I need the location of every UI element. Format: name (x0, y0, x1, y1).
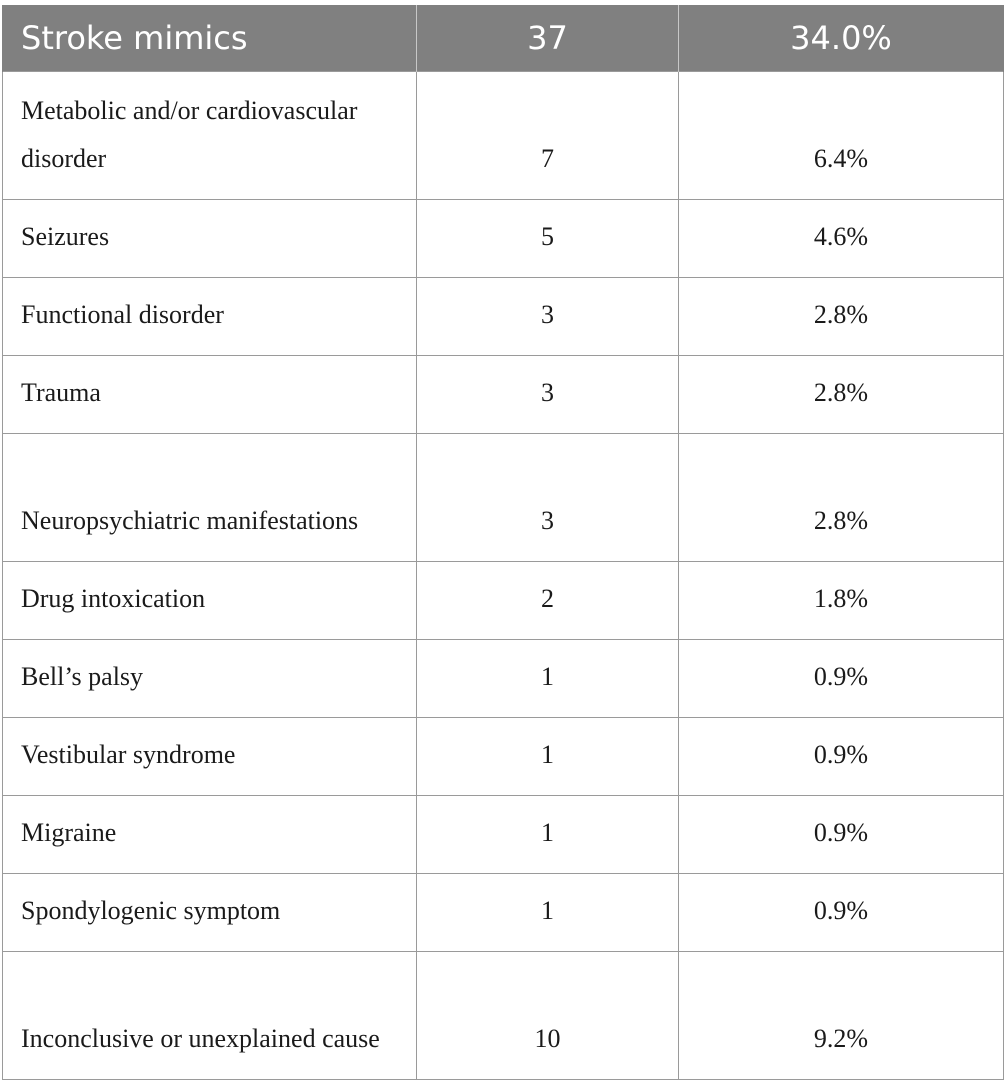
row-name: Drug intoxication (3, 562, 417, 640)
row-name: Migraine (3, 796, 417, 874)
row-percent: 2.8% (679, 434, 1004, 562)
row-count: 10 (417, 952, 679, 1080)
header-count: 37 (417, 5, 679, 72)
row-percent: 4.6% (679, 200, 1004, 278)
row-percent: 6.4% (679, 72, 1004, 200)
row-count: 2 (417, 562, 679, 640)
row-percent: 0.9% (679, 718, 1004, 796)
table-row (3, 434, 1004, 562)
table-row (3, 200, 1004, 278)
stroke-mimics-table (2, 5, 1004, 1080)
row-name: Functional disorder (3, 278, 417, 356)
row-count: 3 (417, 434, 679, 562)
header-percent: 34.0% (679, 5, 1004, 72)
row-percent: 0.9% (679, 874, 1004, 952)
row-name: Seizures (3, 200, 417, 278)
row-count: 1 (417, 718, 679, 796)
table-row (3, 796, 1004, 874)
row-count: 1 (417, 796, 679, 874)
row-count: 1 (417, 640, 679, 718)
row-count: 5 (417, 200, 679, 278)
row-percent: 1.8% (679, 562, 1004, 640)
table-header-row (3, 5, 1004, 72)
row-percent: 2.8% (679, 278, 1004, 356)
row-count: 3 (417, 356, 679, 434)
row-name: Spondylogenic symptom (3, 874, 417, 952)
row-name: Vestibular syndrome (3, 718, 417, 796)
table-row (3, 640, 1004, 718)
row-name: Bell’s palsy (3, 640, 417, 718)
table-row (3, 952, 1004, 1080)
row-count: 3 (417, 278, 679, 356)
table-row (3, 562, 1004, 640)
row-name: Neuropsychiatric manifestations (3, 434, 417, 562)
row-name: Trauma (3, 356, 417, 434)
table-row (3, 874, 1004, 952)
row-count: 1 (417, 874, 679, 952)
table-row (3, 718, 1004, 796)
table-row (3, 356, 1004, 434)
row-percent: 2.8% (679, 356, 1004, 434)
table-row (3, 72, 1004, 200)
row-name: Metabolic and/or cardiovascular disorder (3, 72, 417, 200)
table-row (3, 278, 1004, 356)
row-name: Inconclusive or unexplained cause (3, 952, 417, 1080)
header-label: Stroke mimics (3, 5, 417, 72)
row-percent: 9.2% (679, 952, 1004, 1080)
row-count: 7 (417, 72, 679, 200)
row-percent: 0.9% (679, 796, 1004, 874)
row-percent: 0.9% (679, 640, 1004, 718)
